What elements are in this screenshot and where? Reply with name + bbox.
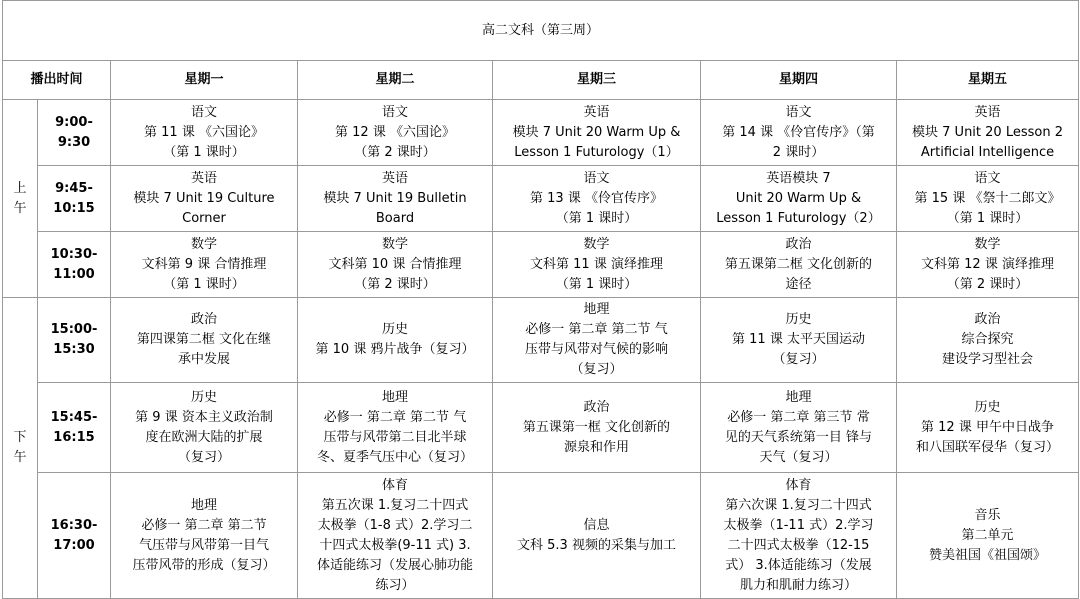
class-detail-line: 第四课第二框 文化在继 xyxy=(136,332,272,347)
class-detail-line: 文科第 10 课 合情推理 xyxy=(328,256,462,272)
class-detail-line: 第五课第二框 文化创新的 xyxy=(724,256,873,272)
class-detail-line: 体适能练习（发展心肺功能 xyxy=(316,557,473,573)
class-cell-thursday xyxy=(701,232,897,298)
header-time-label: 播出时间 xyxy=(3,61,111,100)
class-detail-line: 第二单元 xyxy=(961,527,1014,543)
class-cell-tuesday xyxy=(298,232,493,298)
header-day-friday: 星期五 xyxy=(897,61,1079,100)
class-detail-line: 必修一 第二章 第二节 xyxy=(141,517,267,533)
class-detail-line: 式） 3.体适能练习（发展 xyxy=(725,557,872,573)
class-subject: 政治 xyxy=(583,399,610,415)
class-cell-thursday xyxy=(701,298,897,383)
title-row xyxy=(3,1,1079,61)
class-detail-line: 太极拳（1-8 式）2.学习二 xyxy=(317,517,473,533)
class-subject: 语文 xyxy=(381,104,408,120)
class-detail-line: Lesson 1 Futurology（1） xyxy=(514,144,679,160)
class-cell-tuesday xyxy=(298,166,493,232)
period-morning xyxy=(3,100,38,298)
time-line: 17:00 xyxy=(53,537,95,553)
class-cell-wednesday xyxy=(493,298,701,383)
time-line: 15:45- xyxy=(50,409,98,425)
class-detail-line: Artificial Intelligence xyxy=(920,144,1055,160)
class-cell-thursday xyxy=(701,383,897,473)
time-line: 9:30 xyxy=(57,134,91,150)
header-row xyxy=(3,61,1079,100)
class-subject: 历史 xyxy=(381,322,408,337)
class-detail-line: 第 15 课 《祭十二郎文》 xyxy=(914,190,1061,206)
class-detail-line: 压带风带的形成（复习） xyxy=(132,557,276,573)
header-day-tuesday: 星期二 xyxy=(298,61,493,100)
class-detail-line: 第 12 课 甲午中日战争 xyxy=(921,419,1054,435)
class-cell-wednesday xyxy=(493,166,701,232)
class-detail-line: 压带与风带第二目北半球 xyxy=(323,429,467,445)
class-detail-line: 第 13 课 《伶官传序》 xyxy=(530,190,663,206)
class-detail-line: （第 2 课时） xyxy=(354,276,436,292)
class-subject: 地理 xyxy=(785,389,812,405)
header-day-wednesday: 星期三 xyxy=(493,61,701,100)
header-day-thursday: 星期四 xyxy=(701,61,897,100)
schedule-row xyxy=(3,298,1079,383)
class-detail-line: （复习） xyxy=(177,449,230,465)
time-slot xyxy=(38,298,111,383)
schedule-row xyxy=(3,100,1079,166)
class-cell-monday xyxy=(111,298,298,383)
class-cell-tuesday xyxy=(298,383,493,473)
class-detail-line: 冬、夏季气压中心（复习） xyxy=(316,449,473,465)
class-detail-line: （第 1 课时） xyxy=(946,210,1029,226)
class-detail-line: 模块 7 Unit 20 Lesson 2 xyxy=(912,124,1063,140)
time-line: 10:30- xyxy=(50,246,98,262)
class-detail-line: 第五次课 1.复习二十四式 xyxy=(321,497,469,513)
header-day-monday: 星期一 xyxy=(111,61,298,100)
time-slot xyxy=(38,100,111,166)
class-detail-line: 压带与风带对气候的影响 xyxy=(524,342,668,357)
time-slot xyxy=(38,232,111,298)
class-subject: 数学 xyxy=(583,236,610,252)
class-detail-line: 第 9 课 资本主义政治制 xyxy=(135,409,273,425)
class-detail-line: 第五课第一框 文化创新的 xyxy=(522,419,671,435)
class-detail-line: 天气（复习） xyxy=(759,449,838,465)
class-detail-line: 第 11 课 《六国论》 xyxy=(144,124,264,140)
class-cell-thursday xyxy=(701,473,897,599)
class-subject: 英语 xyxy=(381,170,408,186)
class-detail-line: （第 2 课时） xyxy=(354,144,436,160)
period-char: 午 xyxy=(13,200,27,216)
class-detail-line: 第 14 课 《伶官传序》（第 xyxy=(722,124,875,140)
class-detail-line: 文科第 11 课 演绎推理 xyxy=(530,256,663,272)
period-char: 上 xyxy=(13,180,27,196)
class-subject: 地理 xyxy=(381,389,408,405)
class-detail-line: 肌力和肌耐力练习） xyxy=(739,577,857,593)
class-detail-line: 模块 7 Unit 19 Bulletin xyxy=(323,190,467,206)
class-detail-line: 综合探究 xyxy=(961,332,1014,347)
time-line: 10:15 xyxy=(53,200,95,216)
class-detail-line: 承中发展 xyxy=(177,352,230,367)
schedule-row xyxy=(3,383,1079,473)
class-cell-monday xyxy=(111,473,298,599)
class-subject: 数学 xyxy=(190,236,217,252)
class-detail-line: 文科 5.3 视频的采集与加工 xyxy=(517,537,676,553)
time-slot xyxy=(38,166,111,232)
class-cell-tuesday xyxy=(298,298,493,383)
class-cell-friday xyxy=(897,473,1079,599)
class-detail-line: 太极拳（1-11 式）2.学习 xyxy=(723,517,874,533)
class-cell-monday xyxy=(111,166,298,232)
class-detail-line: 二十四式太极拳（12-15 xyxy=(727,537,870,553)
class-detail-line: 度在欧洲大陆的扩展 xyxy=(145,429,263,445)
time-line: 11:00 xyxy=(53,266,95,282)
class-subject: 政治 xyxy=(974,312,1001,327)
time-line: 16:15 xyxy=(53,429,95,445)
time-line: 15:00- xyxy=(50,322,98,337)
class-detail-line: 源泉和作用 xyxy=(563,439,629,455)
class-subject: 语文 xyxy=(974,170,1001,186)
page-title: 高二文科（第三周） xyxy=(3,1,1079,61)
class-cell-friday xyxy=(897,166,1079,232)
class-cell-monday xyxy=(111,383,298,473)
schedule-row xyxy=(3,232,1079,298)
class-subject: 数学 xyxy=(381,236,408,252)
class-cell-friday xyxy=(897,232,1079,298)
class-detail-line: Corner xyxy=(182,210,226,226)
class-detail-line: （第 1 课时） xyxy=(555,276,638,292)
class-subject: 地理 xyxy=(583,302,610,317)
class-cell-tuesday xyxy=(298,473,493,599)
class-detail-line: （第 1 课时） xyxy=(163,276,245,292)
class-detail-line: 必修一 第二章 第二节 气 xyxy=(323,409,467,425)
class-subject: 语文 xyxy=(190,104,217,120)
class-subject: 政治 xyxy=(785,236,812,252)
class-detail-line: 第 10 课 鸦片战争（复习） xyxy=(315,342,475,357)
class-detail-line: Lesson 1 Futurology（2） xyxy=(716,210,881,226)
class-subject: 英语 xyxy=(583,104,610,120)
class-detail-line: 第六次课 1.复习二十四式 xyxy=(725,497,872,513)
class-subject: 体育 xyxy=(381,477,408,493)
class-cell-wednesday xyxy=(493,473,701,599)
class-subject: 信息 xyxy=(583,517,610,533)
class-cell-friday xyxy=(897,100,1079,166)
period-char: 下 xyxy=(13,430,27,445)
class-subject: 数学 xyxy=(974,236,1001,252)
class-subject: 历史 xyxy=(190,389,217,405)
class-cell-thursday xyxy=(701,100,897,166)
class-detail-line: （复习） xyxy=(772,352,825,367)
class-detail-line: Unit 20 Warm Up & xyxy=(735,190,862,206)
class-detail-line: 模块 7 Unit 19 Culture xyxy=(133,190,275,206)
time-slot xyxy=(38,383,111,473)
class-detail-line: （第 1 课时） xyxy=(555,210,638,226)
time-slot xyxy=(38,473,111,599)
class-subject: 语文 xyxy=(583,170,610,186)
class-detail-line: 见的天气系统第一目 锋与 xyxy=(724,429,873,445)
class-detail-line: 必修一 第二章 第三节 常 xyxy=(727,409,870,425)
class-detail-line: 文科第 9 课 合情推理 xyxy=(141,256,267,272)
class-detail-line: 文科第 12 课 演绎推理 xyxy=(921,256,1054,272)
class-detail-line: （第 2 课时） xyxy=(946,276,1029,292)
class-cell-wednesday xyxy=(493,100,701,166)
time-line: 9:45- xyxy=(55,180,93,196)
class-subject: 历史 xyxy=(974,399,1001,415)
time-line: 9:00- xyxy=(55,114,93,130)
period-afternoon xyxy=(3,298,38,599)
class-cell-wednesday xyxy=(493,383,701,473)
class-cell-wednesday xyxy=(493,232,701,298)
class-detail-line: 必修一 第二章 第二节 气 xyxy=(525,322,668,337)
time-line: 16:30- xyxy=(50,517,98,533)
class-cell-friday xyxy=(897,383,1079,473)
class-detail-line: 2 课时） xyxy=(772,144,825,160)
class-subject: 历史 xyxy=(785,312,812,327)
class-subject: 政治 xyxy=(190,312,217,327)
class-subject: 体育 xyxy=(785,477,812,493)
class-subject: 英语 xyxy=(974,104,1001,120)
class-detail-line: 和八国联军侵华（复习） xyxy=(916,439,1060,455)
class-detail-line: 建设学习型社会 xyxy=(942,352,1034,367)
time-line: 15:30 xyxy=(53,342,95,357)
schedule-row xyxy=(3,166,1079,232)
class-detail-line: 赞美祖国《祖国颂》 xyxy=(929,547,1047,563)
class-detail-line: 气压带与风带第一目气 xyxy=(138,537,269,553)
schedule-table xyxy=(2,0,1079,599)
class-detail-line: 练习） xyxy=(375,577,415,593)
class-detail-line: 第 11 课 太平天国运动 xyxy=(732,332,865,347)
class-detail-line: （复习） xyxy=(570,362,623,377)
class-cell-monday xyxy=(111,100,298,166)
class-subject: 英语模块 7 xyxy=(766,170,831,186)
class-cell-monday xyxy=(111,232,298,298)
class-cell-friday xyxy=(897,298,1079,383)
class-detail-line: 十四式太极拳(9-11 式) 3. xyxy=(319,537,471,553)
class-subject: 英语 xyxy=(190,170,217,186)
class-subject: 语文 xyxy=(785,104,812,120)
class-detail-line: 模块 7 Unit 20 Warm Up & xyxy=(512,124,681,140)
class-subject: 地理 xyxy=(190,497,217,513)
class-detail-line: （第 1 课时） xyxy=(163,144,245,160)
schedule-row xyxy=(3,473,1079,599)
class-detail-line: Board xyxy=(375,210,415,226)
class-detail-line: 途径 xyxy=(785,276,812,292)
class-subject: 音乐 xyxy=(974,507,1001,523)
class-detail-line: 第 12 课 《六国论》 xyxy=(335,124,455,140)
period-char: 午 xyxy=(13,450,27,465)
class-cell-tuesday xyxy=(298,100,493,166)
class-cell-thursday xyxy=(701,166,897,232)
